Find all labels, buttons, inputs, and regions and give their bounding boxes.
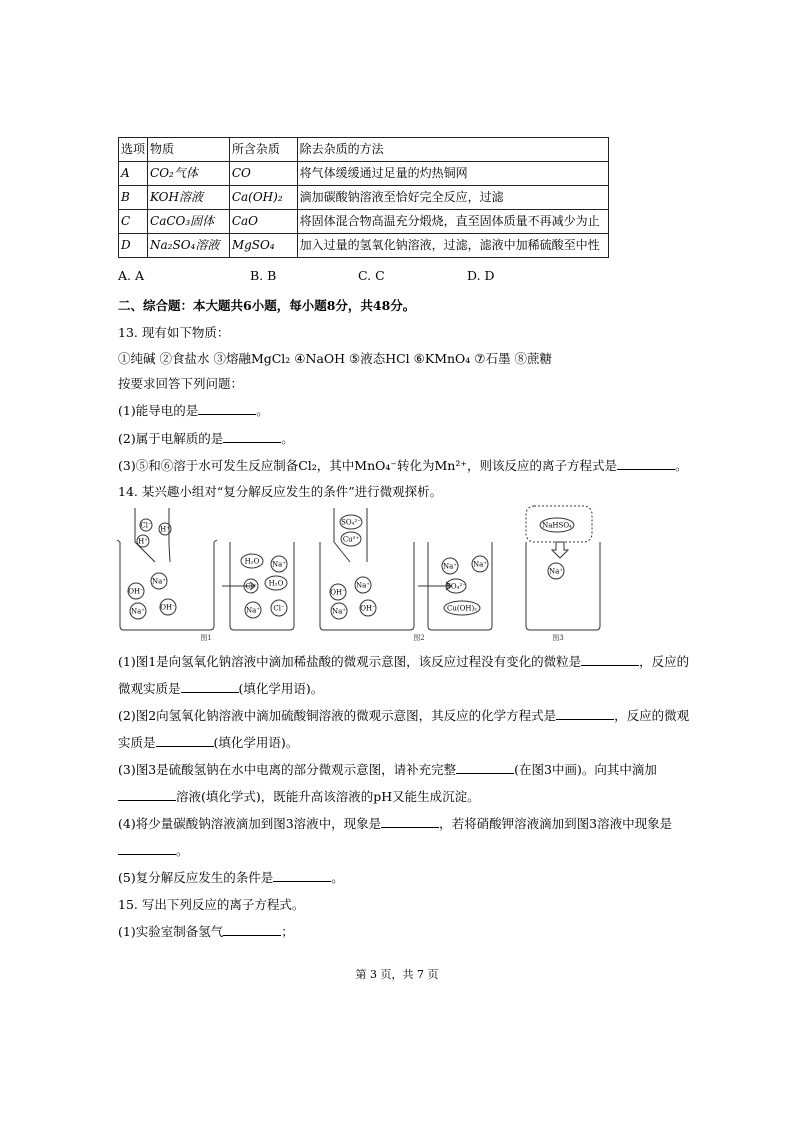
header-cell: 物质 xyxy=(148,138,230,162)
down-arrow xyxy=(552,542,568,558)
fig1-label: 图1 xyxy=(200,634,212,642)
q14-stem: 14. 某兴趣小组对“复分解反应发生的条件”进行微观探析。 xyxy=(118,484,443,499)
ion-label: NaHSO₄ xyxy=(542,521,572,530)
q15-part1 xyxy=(118,922,294,940)
q14-part1-line1 xyxy=(118,652,689,670)
q14-part4-text: (4)将少量碳酸钠溶液滴加到图3溶液中，现象是 xyxy=(118,816,382,831)
ion-label: H₂O xyxy=(244,557,260,566)
ion-label: Cl⁻ xyxy=(140,521,152,530)
q13-items: ①纯碱 ②食盐水 ③熔融MgCl₂ ④NaOH ⑤液态HCl ⑥KMnO₄ ⑦石墨 ⑧蔗糖 xyxy=(118,351,552,366)
q13-part3 xyxy=(118,456,687,474)
answer-blank[interactable] xyxy=(381,815,439,828)
q13-part1 xyxy=(118,401,269,419)
header-cell: 所含杂质 xyxy=(229,138,297,162)
table-row xyxy=(119,162,609,186)
impurity-cell: CO xyxy=(229,162,297,186)
beaker-1 xyxy=(120,542,214,630)
ion-label: Na⁺ xyxy=(473,560,487,569)
q14-part2-text: (2)图2向氢氧化钠溶液中滴加硫酸铜溶液的微观示意图，其反应的化学方程式是 xyxy=(118,708,557,723)
q13-part2-text: (2)属于电解质的是 xyxy=(118,431,224,446)
q14-part5-text: (5)复分解反应发生的条件是 xyxy=(118,870,274,885)
q14-part4-text: ，若将硝酸钾溶液滴加到图3溶液中现象是 xyxy=(439,816,673,831)
option-cell: D xyxy=(119,234,148,258)
q14-part1-text: 微观实质是 xyxy=(118,681,181,696)
ion-label: Na⁺ xyxy=(131,607,145,616)
fig3-label: 图3 xyxy=(552,634,564,642)
answer-blank[interactable] xyxy=(156,734,214,747)
answer-blank[interactable] xyxy=(556,707,614,720)
answer-blank[interactable] xyxy=(198,402,256,415)
q14-part1-text: (1)图1是向氢氧化钠溶液中滴加稀盐酸的微观示意图，该反应过程没有变化的微粒是 xyxy=(118,654,582,669)
answer-choices xyxy=(118,268,558,284)
ion-label: Cu²⁺ xyxy=(342,535,360,544)
ion-label: Na⁺ xyxy=(246,606,260,615)
q13-part1-text: (1)能导电的是 xyxy=(118,403,199,418)
answer-blank[interactable] xyxy=(118,842,176,855)
q13-part2-end: 。 xyxy=(281,431,294,446)
ion-label: OH⁻ xyxy=(360,604,376,613)
q15-part1-text: ； xyxy=(281,924,294,939)
answer-blank[interactable] xyxy=(617,457,675,470)
method-cell: 将气体缓缓通过足量的灼热铜网 xyxy=(297,162,608,186)
q14-part2-text: (填化学用语)。 xyxy=(213,735,299,750)
q15-part1-text: (1)实验室制备氢气 xyxy=(118,924,224,939)
ion-label: H⁺ xyxy=(138,537,148,546)
ion-label: Cl⁻ xyxy=(245,582,257,591)
choice-b[interactable]: B. B xyxy=(250,268,277,283)
q14-part1-text: (填化学用语)。 xyxy=(238,681,324,696)
q14-part3-text: (3)图3是硫酸氢钠在水中电离的部分微观示意图，请补充完整 xyxy=(118,762,457,777)
impurity-cell: MgSO₄ xyxy=(229,234,297,258)
ion-label: OH⁻ xyxy=(128,587,144,596)
header-cell: 选项 xyxy=(119,138,148,162)
substance-cell: Na₂SO₄溶液 xyxy=(148,234,230,258)
ion-label: Cu(OH)₂ xyxy=(447,604,477,613)
q14-part3-line1 xyxy=(118,760,657,778)
choice-c[interactable]: C. C xyxy=(358,268,385,283)
ion-label: Na⁺ xyxy=(332,607,346,616)
method-cell: 滴加碳酸钠溶液至恰好完全反应，过滤 xyxy=(297,186,608,210)
q14-part3-line2 xyxy=(118,787,480,805)
q14-part5 xyxy=(118,868,344,886)
q14-part1-text: ，反应的 xyxy=(639,654,690,669)
q14-part1-line2 xyxy=(118,679,323,697)
choice-a[interactable]: A. A xyxy=(118,268,145,283)
q13-part3-end: 。 xyxy=(674,458,688,473)
impurity-cell: CaO xyxy=(229,210,297,234)
q14-part4-line1 xyxy=(118,814,672,832)
option-cell: B xyxy=(119,186,148,210)
table-row xyxy=(119,210,609,234)
answer-blank[interactable] xyxy=(223,923,281,936)
substance-cell: KOH溶液 xyxy=(148,186,230,210)
ion-label: H⁺ xyxy=(160,525,170,534)
ion-label: Cl⁻ xyxy=(273,604,285,613)
q14-part4-text: 。 xyxy=(176,843,189,858)
q13-part2 xyxy=(118,429,294,447)
substance-cell: CO₂气体 xyxy=(148,162,230,186)
q13-part1-end: 。 xyxy=(256,403,269,418)
options-table xyxy=(118,137,609,258)
ion-label: H₂O xyxy=(268,579,284,588)
ion-label: Na⁺ xyxy=(272,560,286,569)
impurity-cell: Ca(OH)₂ xyxy=(229,186,297,210)
q14-part2-text: 实质是 xyxy=(118,735,156,750)
option-cell: A xyxy=(119,162,148,186)
ion-label: SO₄²⁻ xyxy=(446,582,466,591)
ion-label: Na⁺ xyxy=(549,567,563,576)
answer-blank[interactable] xyxy=(118,788,176,801)
ion-label: SO₄²⁻ xyxy=(341,518,361,527)
answer-blank[interactable] xyxy=(223,430,281,443)
fig2-label: 图2 xyxy=(413,634,425,642)
table-row xyxy=(119,234,609,258)
method-cell: 将固体混合物高温充分煅烧，直至固体质量不再减少为止 xyxy=(297,210,608,234)
answer-blank[interactable] xyxy=(581,653,639,666)
q13-stem: 13. 现有如下物质： xyxy=(118,325,230,340)
page-footer: 第 3 页，共 7 页 xyxy=(355,968,439,981)
q13-ask: 按要求回答下列问题： xyxy=(118,376,244,391)
answer-blank[interactable] xyxy=(456,761,514,774)
table-row xyxy=(119,186,609,210)
microscopic-figure xyxy=(112,504,602,644)
header-cell: 除去杂质的方法 xyxy=(297,138,608,162)
table-header-row xyxy=(119,138,609,162)
answer-blank[interactable] xyxy=(181,680,239,693)
method-cell: 加入过量的氢氧化钠溶液，过滤，滤液中加稀硫酸至中性 xyxy=(297,234,608,258)
ion-label: OH⁻ xyxy=(160,603,176,612)
q14-part4-line2 xyxy=(118,841,189,859)
q14-part2-line2 xyxy=(118,733,298,751)
q15-stem: 15. 写出下列反应的离子方程式。 xyxy=(118,897,305,912)
ion-label: Na⁺ xyxy=(152,577,166,586)
ion-label: Na⁺ xyxy=(356,581,370,590)
q13-part3-text: (3)⑤和⑥溶于水可发生反应制备Cl₂，其中MnO₄⁻转化为Mn²⁺，则该反应的离子方程式是 xyxy=(118,458,617,473)
choice-d[interactable]: D. D xyxy=(467,268,495,283)
answer-blank[interactable] xyxy=(273,869,331,882)
substance-cell: CaCO₃固体 xyxy=(148,210,230,234)
q14-part3-text: (在图3中画)。向其中滴加 xyxy=(514,762,657,777)
q14-part2-text: ，反应的微观 xyxy=(614,708,690,723)
ion-label: OH⁻ xyxy=(330,588,346,597)
ion-label: Na⁺ xyxy=(443,562,457,571)
q14-part5-text: 。 xyxy=(331,870,344,885)
option-cell: C xyxy=(119,210,148,234)
q14-part3-text: 溶液(填化学式)，既能升高该溶液的pH又能生成沉淀。 xyxy=(176,789,480,804)
q14-part2-line1 xyxy=(118,706,689,724)
section-heading: 二、综合题：本大题共6小题，每小题8分，共48分。 xyxy=(118,298,416,313)
